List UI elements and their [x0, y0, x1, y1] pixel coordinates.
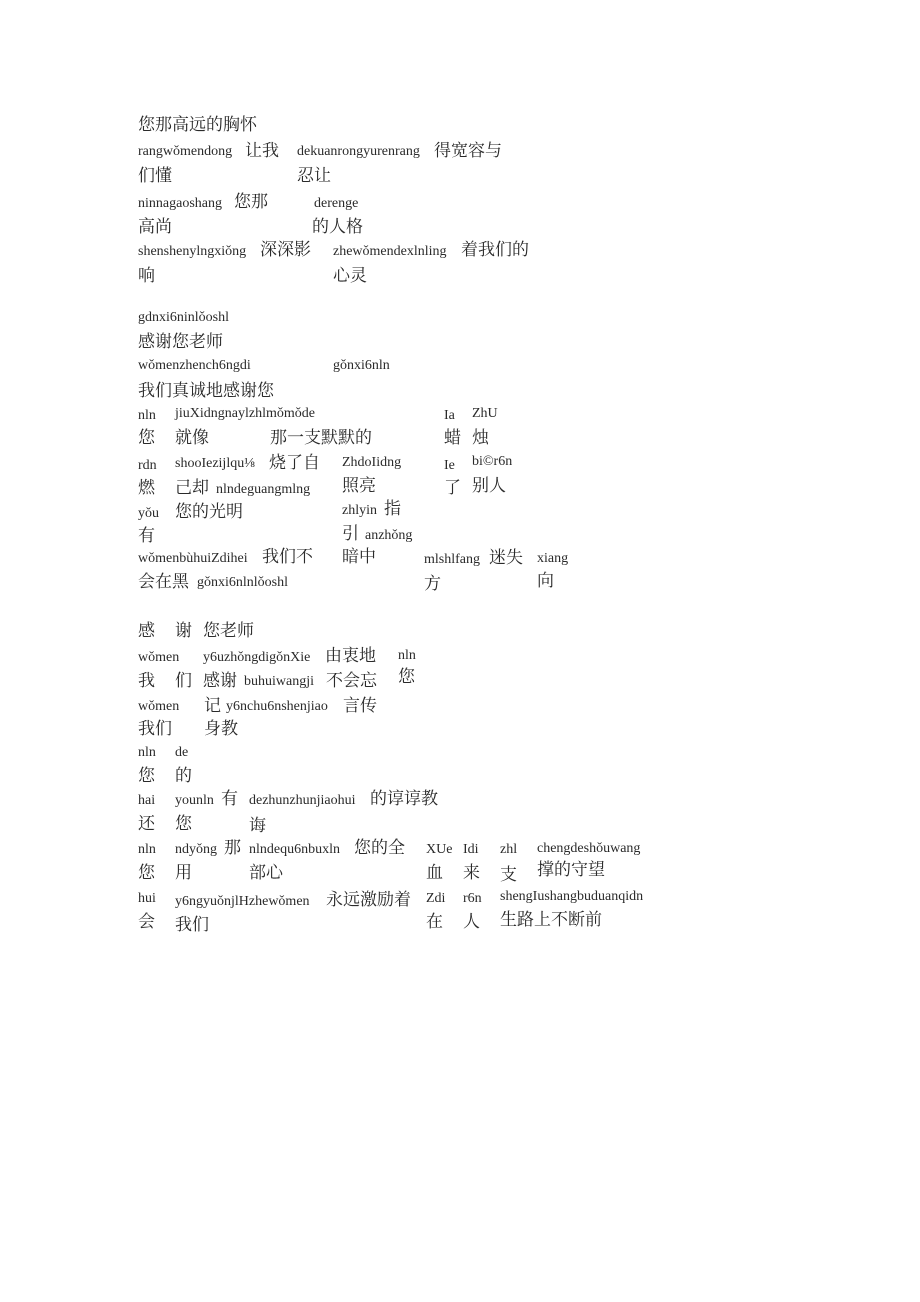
hanzi-text: 您老师: [203, 621, 254, 640]
hanzi-text: 深深影: [260, 240, 311, 259]
hanzi-text: 得宽容与: [434, 141, 502, 160]
hanzi-text: 们: [175, 671, 192, 690]
pinyin-text: Ie: [444, 458, 455, 473]
hanzi-text: 感谢: [203, 671, 237, 690]
hanzi-text: 我们: [138, 719, 172, 738]
pinyin-text: hui: [138, 891, 156, 906]
pinyin-text: y6nchu6nshenjiao: [226, 699, 328, 714]
pinyin-text: hai: [138, 793, 156, 808]
hanzi-text: 人: [463, 912, 480, 931]
pinyin-text: de: [175, 745, 189, 760]
hanzi-text: 的人格: [312, 217, 363, 236]
hanzi-text: 就像: [175, 428, 209, 447]
hanzi-text: 我们不: [262, 547, 313, 566]
hanzi-text: 有: [221, 789, 238, 808]
hanzi-text: 您: [138, 428, 155, 447]
hanzi-text: 的谆谆教: [370, 789, 438, 808]
hanzi-text: 感: [138, 621, 155, 640]
pinyin-text: y6ngyuǒnjlHzhewǒmen: [175, 894, 310, 909]
hanzi-text: 烛: [472, 428, 489, 447]
hanzi-text: 迷失: [489, 548, 523, 567]
hanzi-text: 在: [426, 912, 443, 931]
pinyin-text: nln: [138, 745, 156, 760]
pinyin-text: jiuXidngnaylzhlmǒmǒde: [175, 406, 315, 421]
hanzi-text: 心灵: [333, 266, 367, 285]
pinyin-text: y6uzhǒngdigǒnXie: [203, 650, 311, 665]
pinyin-text: gdnxi6ninlǒoshl: [138, 310, 230, 325]
hanzi-text: 您: [138, 863, 155, 882]
pinyin-text: gǒnxi6nln: [333, 358, 390, 373]
hanzi-text: 诲: [249, 816, 266, 835]
hanzi-text: 方: [424, 574, 441, 593]
pinyin-text: XUe: [426, 842, 453, 857]
pinyin-text: yǒu: [138, 506, 159, 521]
hanzi-text: 会在黑: [138, 572, 189, 591]
pinyin-text: shengIushangbuduanqidn: [500, 889, 644, 904]
hanzi-text: 那: [224, 838, 241, 857]
hanzi-text: 那一支默默的: [270, 428, 372, 447]
hanzi-text: 引: [342, 524, 359, 543]
pinyin-text: nln: [138, 408, 156, 423]
hanzi-text: 们懂: [138, 166, 172, 185]
hanzi-text: 生路上不断前: [500, 910, 602, 929]
hanzi-text: 的: [175, 766, 192, 785]
pinyin-text: younln: [175, 793, 214, 808]
hanzi-text: 己却: [175, 478, 209, 497]
pinyin-text: nln: [398, 648, 416, 663]
pinyin-text: nln: [138, 842, 156, 857]
hanzi-text: 响: [138, 266, 155, 285]
hanzi-text: 支: [500, 865, 517, 884]
hanzi-text: 您: [138, 766, 155, 785]
pinyin-text: chengdeshǒuwang: [537, 841, 641, 856]
pinyin-text: derenge: [314, 196, 359, 211]
hanzi-text: 有: [138, 526, 155, 545]
pinyin-text: anzhǒng: [365, 528, 413, 543]
pinyin-text: zhl: [500, 842, 518, 857]
pinyin-text: wǒmenzhench6ngdi: [138, 358, 251, 373]
hanzi-text: 您: [398, 667, 415, 686]
hanzi-text: 会: [138, 912, 155, 931]
hanzi-text: 我们真诚地感谢您: [138, 381, 274, 400]
pinyin-text: Zdi: [426, 891, 446, 906]
hanzi-text: 您的全: [354, 838, 405, 857]
hanzi-text: 部心: [249, 863, 283, 882]
pinyin-text: wǒmenbùhuiZdihei: [138, 551, 248, 566]
hanzi-text: 蜡: [444, 428, 461, 447]
hanzi-text: 忍让: [297, 166, 331, 185]
hanzi-text: 着我们的: [461, 240, 529, 259]
pinyin-text: shooIezijlqu⅛: [175, 456, 255, 471]
pinyin-text: Idi: [463, 842, 479, 857]
pinyin-text: gǒnxi6nlnlǒoshl: [197, 575, 289, 590]
hanzi-text: 永远激励着: [326, 890, 411, 909]
hanzi-text: 感谢您老师: [138, 332, 223, 351]
pinyin-text: r6n: [463, 891, 482, 906]
hanzi-text: 了: [444, 478, 461, 497]
pinyin-text: ZhU: [472, 406, 498, 421]
pinyin-text: dezhunzhunjiaohui: [249, 793, 356, 808]
pinyin-text: zhewǒmendexlnling: [333, 244, 447, 259]
hanzi-text: 由衷地: [325, 646, 376, 665]
pinyin-text: xiang: [537, 551, 569, 566]
hanzi-text: 记: [204, 696, 221, 715]
pinyin-text: nlndequ6nbuxln: [249, 842, 340, 857]
hanzi-text: 我们: [175, 915, 209, 934]
hanzi-text: 您: [175, 814, 192, 833]
text-line: 您那高远的胸怀: [138, 115, 257, 134]
hanzi-text: 别人: [472, 476, 506, 495]
hanzi-text: 向: [537, 571, 554, 590]
pinyin-text: rdn: [138, 458, 157, 473]
hanzi-text: 高尚: [138, 217, 172, 236]
pinyin-text: shenshenylngxiǒng: [138, 244, 247, 259]
pinyin-text: rangwǒmendong: [138, 144, 233, 159]
pinyin-text: dekuanrongyurenrang: [297, 144, 420, 159]
pinyin-text: mlshlfang: [424, 552, 480, 567]
hanzi-text: 照亮: [342, 476, 376, 495]
hanzi-text: 我: [138, 671, 155, 690]
hanzi-text: 身教: [204, 719, 238, 738]
pinyin-text: buhuiwangji: [244, 674, 314, 689]
hanzi-text: 用: [175, 863, 192, 882]
hanzi-text: 指: [384, 499, 401, 518]
hanzi-text: 血: [426, 863, 443, 882]
pinyin-text: zhlyin: [342, 503, 377, 518]
pinyin-text: nlndeguangmlng: [216, 482, 311, 497]
pinyin-text: wǒmen: [138, 650, 180, 665]
hanzi-text: 燃: [138, 478, 155, 497]
hanzi-text: 来: [463, 863, 480, 882]
pinyin-text: ZhdoIidng: [342, 455, 402, 470]
pinyin-text: ndyǒng: [175, 842, 217, 857]
pinyin-text: Ia: [444, 408, 455, 423]
hanzi-text: 暗中: [342, 547, 376, 566]
hanzi-text: 不会忘: [326, 671, 377, 690]
hanzi-text: 您那: [234, 192, 268, 211]
hanzi-text: 您的光明: [175, 502, 243, 521]
hanzi-text: 让我: [245, 141, 279, 160]
pinyin-text: ninnagaoshang: [138, 196, 222, 211]
hanzi-text: 撑的守望: [537, 860, 605, 879]
hanzi-text: 烧了自: [269, 453, 320, 472]
pinyin-text: bi©r6n: [472, 454, 513, 469]
pinyin-text: wǒmen: [138, 699, 180, 714]
hanzi-text: 还: [138, 814, 155, 833]
hanzi-text: 谢: [175, 621, 192, 640]
hanzi-text: 言传: [343, 696, 377, 715]
